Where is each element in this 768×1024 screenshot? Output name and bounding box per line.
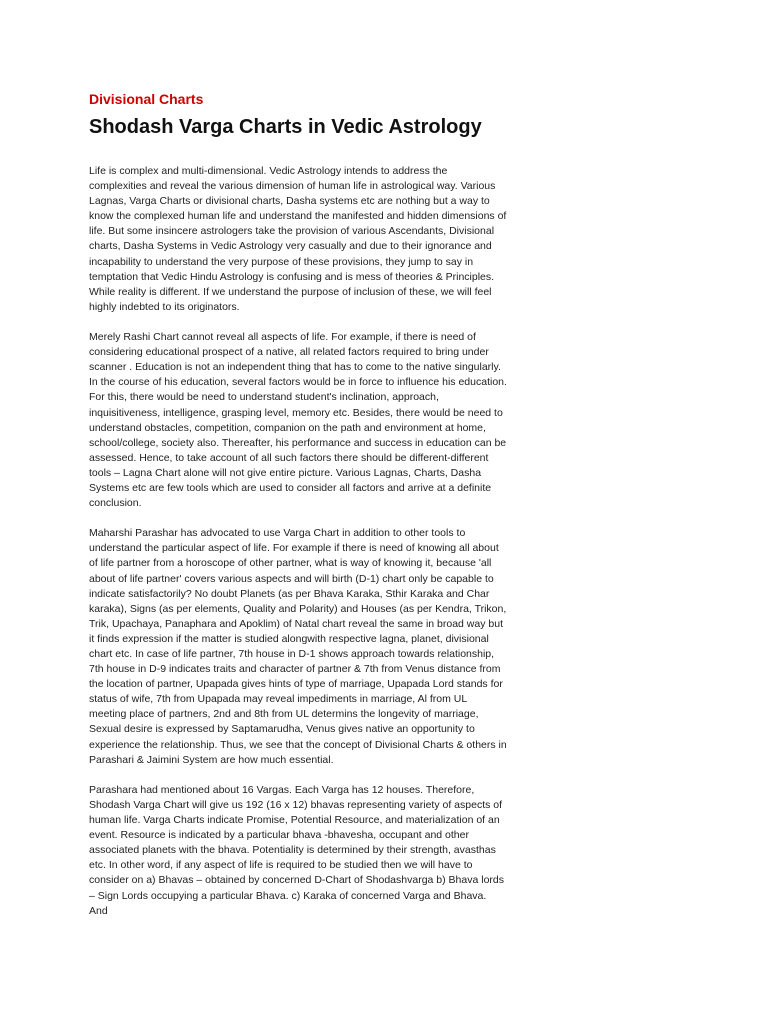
article-body [89,164,507,934]
paragraph-parashar: Maharshi Parashar has advocated to use Varga Chart in addition to other tools to understand the particular aspect of life. For example if there is need of knowing all about of life partner from a horoscope of other partner, what is way of knowing it, because 'all about of life partner' covers various aspects and will birth (D-1) chart only be capable to indicate satisfactorily? No doubt Planets (as per Bhava Karaka, Sthir Karaka and Char karaka), Signs (as per elements, Quality and Polarity) and Houses (as per Kendra, Trikon, Trik, Upachaya, Panaphara and Apoklim) of Natal chart reveal the same in broad way but it finds expression if the matter is studied alongwith respective lagna, planet, divisional chart etc. In case of life partner, 7th house in D-1 shows approach towards relationship, 7th house in D-9 indicates traits and character of partner & 7th from Venus distance from the location of partner, Upapada gives hints of type of marriage, Upapada Lord stands for status of wife, 7th from Upapada may reveal impediments in marriage, Al from UL meeting place of partners, 2nd and 8th from UL determins the longevity of marriage, Sexual desire is expressed by Saptamarudha, Venus gives native an opportunity to experience the relationship. Thus, we see that the concept of Divisional Charts & others in Parashari & Jaimini System are how much essential. [89,527,507,766]
paragraph-sixteen-vargas: Parashara had mentioned about 16 Vargas. Each Varga has 12 houses. Therefore, Shodash Varga Chart will give us 192 (16 x 12) bhavas representing variety of aspects of human life. Varga Charts indicate Promise, Potential Resource, and materialization of an event. Resource is indicated by a particular bhava -bhavesha, occupant and other associated planets with the bhava. Potentiality is determined by their strength, avasthas etc. In other word, if any aspect of life is required to be studied then we will have to consider on a) Bhavas – obtained by concerned D-Chart of Shodashvarga b) Bhava lords – Sign Lords occupying a particular Bhava. c) Karaka of concerned Varga and Bhava. And [89,783,504,917]
category-heading: Divisional Charts [89,91,204,107]
page-title: Shodash Varga Charts in Vedic Astrology [89,116,482,138]
paragraph-intro: Life is complex and multi-dimensional. Vedic Astrology intends to address the complexities and reveal the various dimension of human life in astrological way. Various Lagnas, Varga Charts or divisional charts, Dasha systems etc are nothing but a way to know the complexed human life and understand the manifested and hidden dimensions of life. But some insincere astrologers take the provision of various Ascendants, Divisional charts, Dasha Systems in Vedic Astrology very casually and due to their ignorance and incapability to understand the very purpose of these provisions, they jump to say in temptation that Vedic Hindu Astrology is confusing and is mess of theories & Principles. While reality is different. If we understand the purpose of inclusion of these, we will feel highly indebted to its originators. [89,165,507,313]
paragraph-rashi-chart: Merely Rashi Chart cannot reveal all aspects of life. For example, if there is need of considering educational prospect of a native, all related factors required to bring under scanner . Education is not an independent thing that has to come to the native singularly. In the course of his education, several factors would be in force to influence his education. For this, there would be need to understand student's inclination, approach, inquisitiveness, intelligence, grasping level, memory etc. Besides, there would be need to understand obstacles, competition, companion on the path and environment at home, school/college, society also. Thereafter, his performance and success in education can be assessed. Hence, to take account of all such factors there should be different-different tools – Lagna Chart alone will not give entire picture. Various Lagnas, Charts, Dasha Systems etc are few tools which are used to consider all factors and arrive at a definite conclusion. [89,331,507,510]
